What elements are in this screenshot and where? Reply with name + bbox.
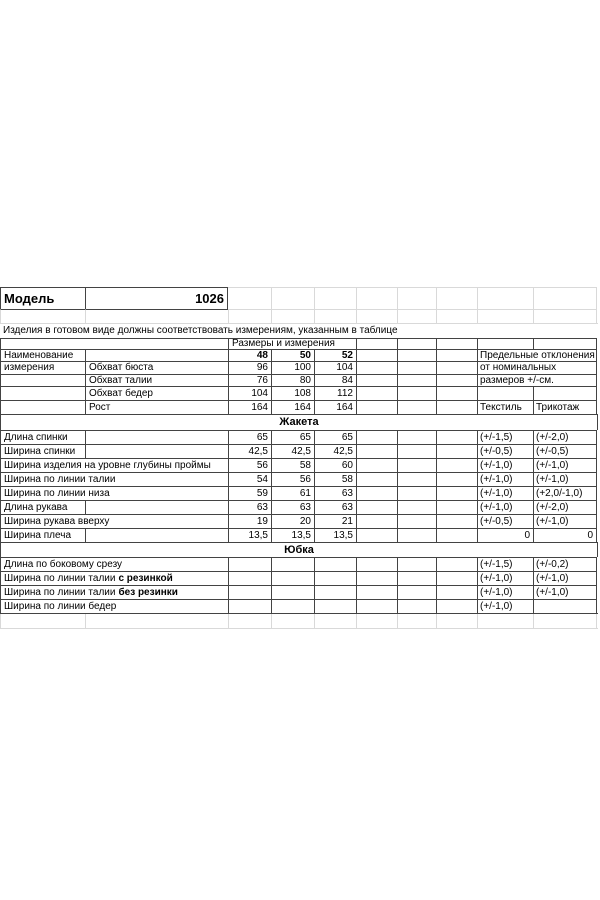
skirt-row-side-length <box>0 557 598 571</box>
tolerance-textile: (+/-1,5) <box>477 430 533 444</box>
row-value: 42,5 <box>271 444 314 458</box>
empty-cell <box>356 614 397 628</box>
measure-value: 100 <box>271 361 314 374</box>
empty-cell <box>356 430 397 444</box>
empty-cell <box>0 374 85 386</box>
row-value: 56 <box>228 458 271 472</box>
empty-cell <box>397 500 436 514</box>
name-col-line1: Наименование <box>0 349 85 361</box>
measure-value: 164 <box>228 400 271 414</box>
tolerance-knit <box>533 599 597 613</box>
jacket-row-back-width <box>0 444 598 458</box>
empty-cell <box>356 374 397 386</box>
empty-cell <box>0 309 85 323</box>
empty-cell <box>397 374 436 386</box>
tolerance-knit: (+/-1,0) <box>533 571 597 585</box>
row-value: 65 <box>228 430 271 444</box>
row-value: 56 <box>271 472 314 486</box>
empty-cell <box>397 386 436 400</box>
tolerance-knit: (+/-1,0) <box>533 472 597 486</box>
empty-cell <box>228 585 271 599</box>
note-row <box>0 323 598 338</box>
empty-cell <box>397 444 436 458</box>
empty-cell <box>271 557 314 571</box>
empty-cell <box>356 338 397 349</box>
empty-cell <box>436 614 477 628</box>
row-value: 42,5 <box>314 444 356 458</box>
row-label: Ширина по линии бедер <box>0 599 228 613</box>
row-value: 19 <box>228 514 271 528</box>
trailing-grid-row <box>0 614 598 628</box>
empty-cell <box>397 349 436 361</box>
caption-row <box>0 338 598 349</box>
row-value: 54 <box>228 472 271 486</box>
tolerance-knit: 0 <box>533 528 597 542</box>
tolerance-knit: (+/-1,0) <box>533 585 597 599</box>
empty-cell <box>271 571 314 585</box>
skirt-row-hips-width <box>0 599 598 613</box>
section-title-jacket-row <box>0 414 598 430</box>
empty-cell <box>397 338 436 349</box>
row-value: 42,5 <box>228 444 271 458</box>
empty-cell <box>356 349 397 361</box>
trailing-gridline <box>0 628 598 629</box>
tolerance-knit: (+2,0/-1,0) <box>533 486 597 500</box>
model-row <box>0 287 598 309</box>
empty-cell <box>533 309 597 323</box>
header-row-bust <box>0 361 598 374</box>
empty-cell <box>314 614 356 628</box>
tolerance-textile: (+/-1,0) <box>477 472 533 486</box>
empty-cell <box>533 386 597 400</box>
model-label: Модель <box>0 287 85 309</box>
tolerance-knit: (+/-2,0) <box>533 500 597 514</box>
row-value: 60 <box>314 458 356 472</box>
empty-cell <box>228 309 271 323</box>
empty-cell <box>0 338 228 349</box>
empty-cell <box>314 309 356 323</box>
jacket-row-armhole-width <box>0 458 598 472</box>
measure-value: 80 <box>271 374 314 386</box>
jacket-row-sleeve-length <box>0 500 598 514</box>
empty-cell <box>228 557 271 571</box>
row-label-bold: без резинки <box>118 586 178 598</box>
empty-cell <box>271 309 314 323</box>
measure-value: 104 <box>314 361 356 374</box>
empty-cell <box>397 309 436 323</box>
name-col-line2: измерения <box>0 361 85 374</box>
note-text: Изделия в готовом виде должны соответствовать измерениям, указанным в таблице <box>0 323 598 338</box>
tolerance-knit: (+/-0,5) <box>533 444 597 458</box>
row-value: 13,5 <box>314 528 356 542</box>
empty-cell <box>477 309 533 323</box>
row-value: 63 <box>228 500 271 514</box>
row-value: 13,5 <box>271 528 314 542</box>
row-label-text: Ширина по линии талии <box>4 572 116 584</box>
tolerance-textile: (+/-1,0) <box>477 500 533 514</box>
measure-value: 164 <box>314 400 356 414</box>
row-value: 58 <box>271 458 314 472</box>
material-col-textile: Текстиль <box>477 400 533 414</box>
empty-cell <box>436 486 477 500</box>
empty-cell <box>356 444 397 458</box>
empty-cell <box>314 287 356 309</box>
measure-label: Обхват талии <box>85 374 228 386</box>
header-row-waist <box>0 374 598 386</box>
empty-cell <box>436 349 477 361</box>
tolerance-note-line2: от номинальных <box>477 361 597 374</box>
jacket-row-back-length <box>0 430 598 444</box>
tolerance-textile: (+/-1,5) <box>477 557 533 571</box>
empty-cell <box>397 361 436 374</box>
row-label <box>0 571 228 585</box>
section-title-jacket: Жакета <box>0 414 598 430</box>
header-row-hips <box>0 386 598 400</box>
row-value: 13,5 <box>228 528 271 542</box>
tolerance-textile: (+/-1,0) <box>477 571 533 585</box>
empty-cell <box>436 430 477 444</box>
sizes-caption: Размеры и измерения <box>228 338 356 349</box>
row-label: Длина рукава <box>0 500 228 514</box>
empty-cell <box>397 472 436 486</box>
empty-cell <box>0 386 85 400</box>
jacket-row-waist-width <box>0 472 598 486</box>
empty-cell <box>397 614 436 628</box>
row-value: 65 <box>314 430 356 444</box>
measure-label: Обхват бюста <box>85 361 228 374</box>
empty-cell <box>356 585 397 599</box>
empty-cell <box>436 472 477 486</box>
tolerance-textile: (+/-0,5) <box>477 444 533 458</box>
empty-cell <box>533 614 597 628</box>
empty-cell <box>356 557 397 571</box>
empty-cell <box>436 386 477 400</box>
empty-cell <box>397 528 436 542</box>
empty-cell <box>85 309 228 323</box>
tolerance-knit: (+/-2,0) <box>533 430 597 444</box>
tolerance-textile: (+/-1,0) <box>477 486 533 500</box>
empty-cell <box>436 309 477 323</box>
row-value: 63 <box>314 500 356 514</box>
blank-row <box>0 309 598 323</box>
empty-cell <box>436 514 477 528</box>
empty-cell <box>356 309 397 323</box>
empty-cell <box>356 486 397 500</box>
empty-cell <box>477 338 533 349</box>
empty-cell <box>356 514 397 528</box>
empty-cell <box>436 444 477 458</box>
empty-cell <box>0 614 85 628</box>
row-label: Длина спинки <box>0 430 228 444</box>
jacket-row-hem-width <box>0 486 598 500</box>
tolerance-textile: (+/-1,0) <box>477 458 533 472</box>
empty-cell <box>397 430 436 444</box>
measure-label: Рост <box>85 400 228 414</box>
empty-cell <box>436 528 477 542</box>
empty-cell <box>477 386 533 400</box>
row-label: Ширина плеча <box>0 528 228 542</box>
empty-cell <box>85 614 228 628</box>
empty-cell <box>356 571 397 585</box>
empty-cell <box>397 400 436 414</box>
row-label <box>0 585 228 599</box>
empty-cell <box>314 599 356 613</box>
measure-value: 104 <box>228 386 271 400</box>
empty-cell <box>85 349 228 361</box>
empty-cell <box>356 472 397 486</box>
measure-value: 108 <box>271 386 314 400</box>
tolerance-knit: (+/-1,0) <box>533 458 597 472</box>
jacket-row-shoulder-width <box>0 528 598 542</box>
empty-cell <box>397 486 436 500</box>
empty-cell <box>436 571 477 585</box>
empty-cell <box>436 500 477 514</box>
empty-cell <box>477 614 533 628</box>
tolerance-textile: (+/-1,0) <box>477 599 533 613</box>
row-label: Длина по боковому срезу <box>0 557 228 571</box>
size-col-48: 48 <box>228 349 271 361</box>
empty-cell <box>533 338 597 349</box>
model-number: 1026 <box>85 287 228 309</box>
empty-cell <box>356 500 397 514</box>
tolerance-textile: (+/-0,5) <box>477 514 533 528</box>
material-col-knit: Трикотаж <box>533 400 597 414</box>
empty-cell <box>436 458 477 472</box>
empty-cell <box>271 599 314 613</box>
empty-cell <box>397 458 436 472</box>
measure-value: 164 <box>271 400 314 414</box>
measure-label: Обхват бедер <box>85 386 228 400</box>
empty-cell <box>228 571 271 585</box>
tolerance-note-line3: размеров +/-см. <box>477 374 597 386</box>
empty-cell <box>356 400 397 414</box>
row-value: 21 <box>314 514 356 528</box>
measure-value: 84 <box>314 374 356 386</box>
row-value: 65 <box>271 430 314 444</box>
empty-cell <box>436 400 477 414</box>
size-col-50: 50 <box>271 349 314 361</box>
empty-cell <box>436 287 477 309</box>
header-row-sizes <box>0 349 598 361</box>
section-title-skirt: Юбка <box>0 542 598 557</box>
empty-cell <box>228 599 271 613</box>
section-title-skirt-row <box>0 542 598 557</box>
empty-cell <box>436 338 477 349</box>
row-value: 20 <box>271 514 314 528</box>
row-label: Ширина по линии талии <box>0 472 228 486</box>
row-value: 63 <box>271 500 314 514</box>
empty-cell <box>397 287 436 309</box>
empty-cell <box>397 514 436 528</box>
empty-cell <box>356 386 397 400</box>
row-label: Ширина по линии низа <box>0 486 228 500</box>
row-label: Ширина спинки <box>0 444 228 458</box>
row-value: 58 <box>314 472 356 486</box>
empty-cell <box>228 287 271 309</box>
empty-cell <box>314 585 356 599</box>
empty-cell <box>477 287 533 309</box>
empty-cell <box>356 458 397 472</box>
jacket-row-sleeve-top-width <box>0 514 598 528</box>
skirt-row-waist-elastic <box>0 571 598 585</box>
empty-cell <box>356 528 397 542</box>
empty-cell <box>0 400 85 414</box>
header-row-height <box>0 400 598 414</box>
row-label: Ширина рукава вверху <box>0 514 228 528</box>
empty-cell <box>271 614 314 628</box>
empty-cell <box>271 585 314 599</box>
empty-cell <box>436 557 477 571</box>
row-label-bold: с резинкой <box>118 572 173 584</box>
row-label-text: Ширина по линии талии <box>4 586 116 598</box>
empty-cell <box>314 557 356 571</box>
empty-cell <box>397 585 436 599</box>
empty-cell <box>436 599 477 613</box>
empty-cell <box>436 585 477 599</box>
empty-cell <box>436 374 477 386</box>
tolerance-note-line1: Предельные отклонения <box>477 349 597 361</box>
measure-value: 96 <box>228 361 271 374</box>
empty-cell <box>356 287 397 309</box>
empty-cell <box>436 361 477 374</box>
empty-cell <box>356 361 397 374</box>
empty-cell <box>314 571 356 585</box>
tolerance-knit: (+/-0,2) <box>533 557 597 571</box>
empty-cell <box>271 287 314 309</box>
empty-cell <box>533 287 597 309</box>
tolerance-knit: (+/-1,0) <box>533 514 597 528</box>
skirt-row-waist-no-elastic <box>0 585 598 599</box>
measure-value: 112 <box>314 386 356 400</box>
row-value: 61 <box>271 486 314 500</box>
row-value: 63 <box>314 486 356 500</box>
row-value: 59 <box>228 486 271 500</box>
empty-cell <box>397 557 436 571</box>
empty-cell <box>356 599 397 613</box>
empty-cell <box>397 599 436 613</box>
row-label: Ширина изделия на уровне глубины проймы <box>0 458 228 472</box>
tolerance-textile: (+/-1,0) <box>477 585 533 599</box>
tolerance-textile: 0 <box>477 528 533 542</box>
size-col-52: 52 <box>314 349 356 361</box>
measure-value: 76 <box>228 374 271 386</box>
empty-cell <box>228 614 271 628</box>
empty-cell <box>397 571 436 585</box>
